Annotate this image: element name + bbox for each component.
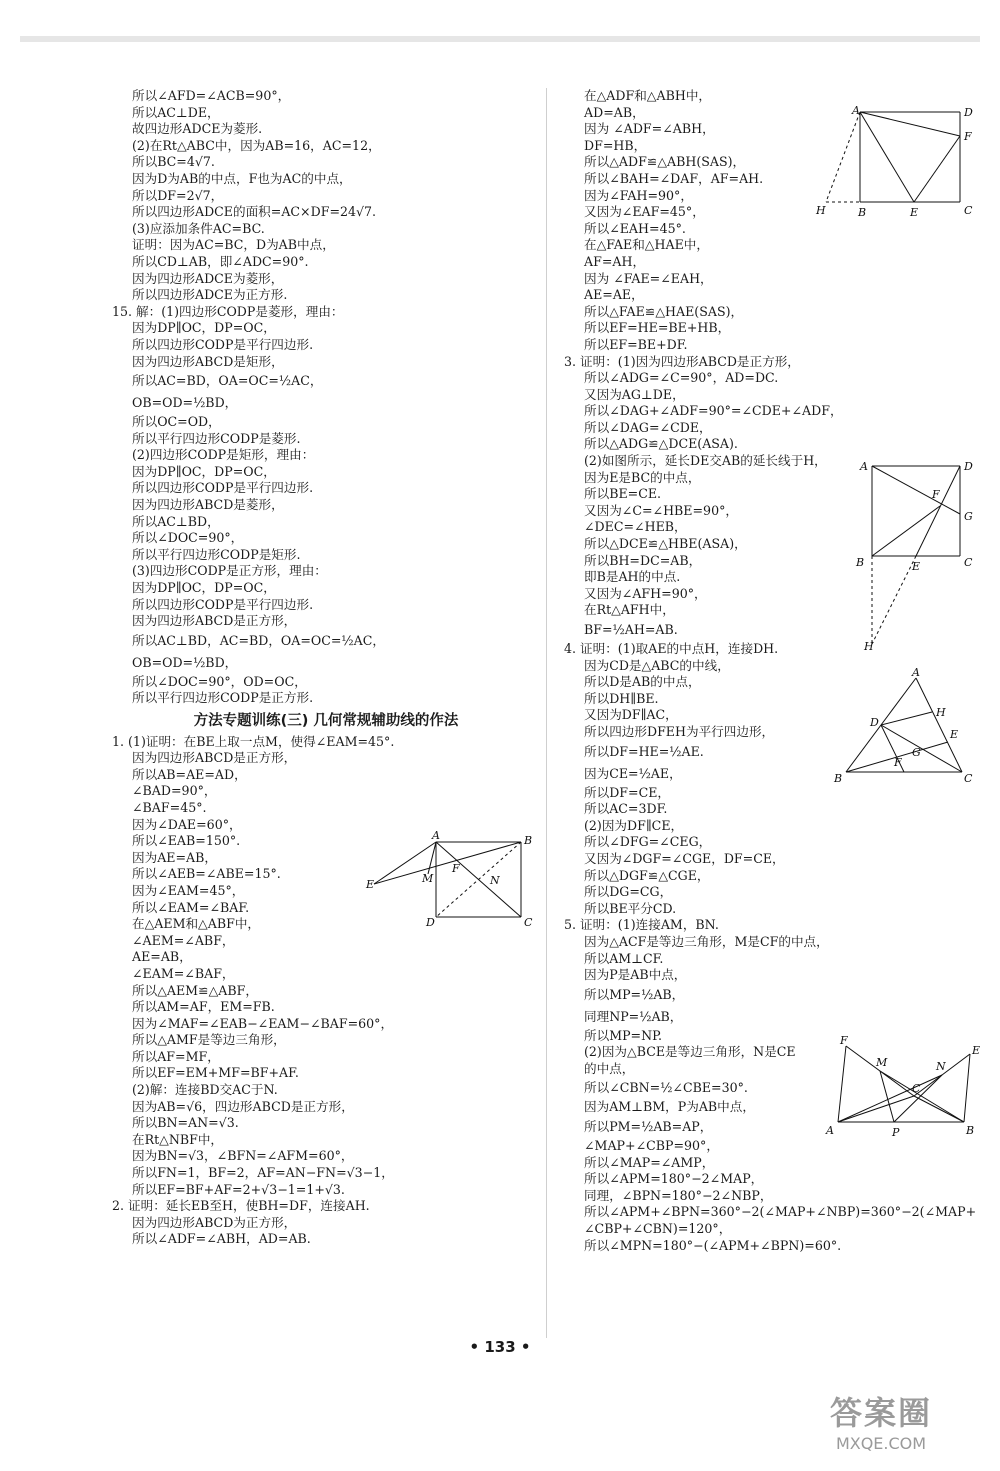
left-text-line: 所以四边形ADCE为正方形. [132,287,288,303]
figure-problem-2 [814,104,984,220]
left-text-line: 因为四边形ABCD是正方形， [132,750,297,766]
svg-text:A: A [432,829,440,842]
svg-text:A: A [826,1124,834,1137]
figure-problem-1 [366,829,536,936]
right-text-line: 因为AM⊥BM，P为AB中点， [584,1099,755,1115]
right-text-line: 因为CD是△ABC的中线， [584,657,730,673]
left-text-line: (2)四边形CODP是矩形，理由： [132,447,315,463]
left-text-line: 所以BC=4√7. [132,154,215,170]
right-text-line: 同理NP=½AB， [584,1008,683,1024]
left-text-line: 在Rt△NBF中， [132,1131,224,1147]
right-text-line: 所以∠MPN=180°−(∠APM+∠BPN)=60°. [584,1237,842,1253]
svg-text:D: D [964,106,973,119]
svg-text:H: H [816,204,826,217]
left-text-line: (2)在Rt△ABC中，因为AB=16，AC=12， [132,137,381,153]
left-text-line: 所以AC⊥DE， [132,104,220,120]
svg-text:E: E [972,1044,981,1057]
svg-text:E: E [950,728,959,741]
svg-text:C: C [964,772,973,785]
right-text-line: 因为∠FAH=90°， [584,187,693,203]
right-text-line: 所以MP=NP. [584,1027,663,1043]
svg-text:H: H [864,640,874,653]
column-divider [546,88,547,1338]
right-text-line: 的中点， [584,1060,635,1076]
svg-text:N: N [490,874,500,887]
right-text-line: (2)因为DF∥CE， [584,817,684,833]
left-text-line: 所以∠ADF=∠ABH，AD=AB. [132,1231,311,1247]
right-text-line: 即B是AH的中点. [584,569,681,585]
right-text-line: 在△FAE和△HAE中， [584,237,709,253]
right-text-line: 所以△DCE≌△HBE(ASA)， [584,536,747,552]
svg-text:E: E [910,206,919,219]
svg-text:C: C [912,1082,921,1095]
left-text-line: 2. 证明：延长EB至H，使BH=DF，连接AH. [112,1198,370,1214]
right-text-line: AD=AB， [584,104,645,120]
left-text-line: 因为四边形ABCD是矩形， [132,353,284,369]
left-text-line: 因为DP∥OC，DP=OC， [132,320,276,336]
left-text-line: 所以四边形ADCE的面积=AC×DF=24√7. [132,204,377,220]
right-text-line: ∠DEC=∠HEB， [584,519,687,535]
right-text-line: 所以∠CBN=½∠CBE=30°. [584,1080,748,1096]
left-text-line: 因为∠DAE=60°， [132,816,242,832]
right-text-line: 在Rt△AFH中， [584,602,675,618]
left-text-line: 因为AE=AB， [132,849,217,865]
watermark-sub: MXQE.COM [835,1434,927,1453]
left-text-line: 所以AB=AE=AD， [132,766,247,782]
left-text-line: AE=AB， [132,949,192,965]
left-text-line: 因为DP∥OC，DP=OC， [132,463,276,479]
page-number: • 133 • [469,1338,531,1356]
right-text-line: 所以△FAE≌△HAE(SAS)， [584,303,744,319]
right-text-line: 又因为DF∥AC， [584,707,678,723]
left-text-line: 所以∠DOC=90°，OD=OC， [132,673,307,689]
right-text-line: 所以AC=3DF. [584,801,668,817]
right-text-line: 所以PM=½AB=AP， [584,1119,713,1135]
left-text-line: 所以∠AEB=∠ABE=15°. [132,866,281,882]
svg-text:B: B [834,772,843,785]
svg-text:A: A [852,104,860,117]
left-text-line: 故四边形ADCE为菱形. [132,121,263,137]
left-text-line: 因为DP∥OC，DP=OC， [132,580,276,596]
right-text-line: 所以∠EAH=45°. [584,220,686,236]
top-scan-band [20,36,980,42]
left-text-line: 因为BN=√3，∠BFN=∠AFM=60°， [132,1148,354,1164]
left-text-line: 所以AC⊥BD，AC=BD，OA=OC=½AC， [132,632,385,648]
svg-text:D: D [964,460,973,473]
figure-problem-4 [832,666,980,796]
svg-text:H: H [936,706,946,719]
right-text-line: 所以DF=HE=½AE. [584,743,704,759]
right-text-line: 所以∠MAP=∠AMP， [584,1154,715,1170]
svg-text:B: B [858,206,867,219]
left-text-line: 所以∠DOC=90°， [132,530,244,546]
left-text-line: 因为四边形ABCD为正方形， [132,1214,297,1230]
left-text-line: 所以平行四边形CODP是菱形. [132,430,301,446]
left-text-line: OB=OD=½BD， [132,395,238,411]
left-text-line: 所以DF=2√7， [132,187,224,203]
svg-text:M: M [422,872,434,885]
left-text-line: 所以四边形CODP是平行四边形. [132,596,314,612]
section-title: 方法专题训练(三) 几何常规辅助线的作法 [193,713,459,729]
right-text-line: ∠MAP+∠CBP=90°， [584,1138,719,1154]
right-text-line: 所以MP=½AB， [584,986,685,1002]
svg-text:E: E [366,878,375,891]
svg-text:B: B [856,556,865,569]
left-text-line: 所以四边形CODP是平行四边形. [132,480,314,496]
left-text-line: ∠BAD=90°， [132,783,217,799]
right-text-line: 又因为∠DGF=∠CGE，DF=CE， [584,850,785,866]
right-text-line: 所以DH∥BE. [584,690,659,706]
svg-text:A: A [860,460,868,473]
left-text-line: 在△AEM和△ABF中， [132,916,261,932]
right-text-line: 所以BE平分CD. [584,900,677,916]
left-text-line: 因为AB=√6，四边形ABCD是正方形， [132,1098,354,1114]
right-text-line: 因为 ∠FAE=∠EAH， [584,270,713,286]
right-text-line: 所以△ADF≌△ABH(SAS)， [584,154,746,170]
right-text-line: 所以∠BAH=∠DAF，AF=AH. [584,170,764,186]
left-text-line: 因为D为AB的中点，F也为AC的中点， [132,170,352,186]
svg-text:B: B [524,834,533,847]
left-text-line: 所以AC⊥BD， [132,513,220,529]
right-text-line: 在△ADF和△ABH中， [584,88,712,103]
figure-problem-5 [824,1034,984,1144]
right-text-line: AF=AH， [584,253,646,269]
left-text-line: 所以AM=AF，EM=FB. [132,999,275,1015]
left-text-line: (2)解：连接BD交AC于N. [132,1082,278,1098]
svg-text:G: G [912,746,921,759]
right-text-line: 因为P是AB中点， [584,967,687,983]
right-text-line: 所以∠DFG=∠CEG， [584,834,712,850]
right-text-line: 所以△DGF≌△CGE， [584,867,710,883]
right-text-line: 因为 ∠ADF=∠ABH， [584,121,715,137]
left-text-line: 所以∠EAM=∠BAF. [132,899,250,915]
svg-text:F: F [932,488,940,501]
left-text-line: 1. (1)证明：在BE上取一点M，使得∠EAM=45°. [112,733,395,749]
right-text-line: 3. 证明：(1)因为四边形ABCD是正方形， [564,353,800,369]
svg-text:N: N [936,1060,946,1073]
left-text-line: 所以∠AFD=∠ACB=90°， [132,88,291,103]
right-text-line: BF=½AH=AB. [584,622,678,637]
right-text-line: 所以EF=HE=BE+HB， [584,320,731,336]
left-text-line: 15. 解：(1)四边形CODP是菱形，理由： [112,303,344,319]
svg-text:D: D [426,916,435,929]
svg-text:C: C [964,556,973,569]
left-text-line: 所以平行四边形CODP是矩形. [132,546,301,562]
left-text-line: 所以△AMF是等边三角形， [132,1032,286,1048]
right-text-line: 所以∠DAG+∠ADF=90°=∠CDE+∠ADF， [584,403,843,419]
right-text-line: 又因为∠C=∠HBE=90°， [584,502,738,518]
svg-text:C: C [524,916,533,929]
svg-text:F: F [840,1034,848,1047]
svg-text:P: P [892,1126,900,1139]
svg-text:C: C [964,204,973,217]
left-text-line: 因为四边形ADCE为菱形， [132,270,284,286]
right-text-line: (2)因为△BCE是等边三角形，N是CE [584,1044,796,1060]
left-text-line: 因为四边形ABCD是菱形， [132,497,284,513]
right-text-line: 所以EF=BE+DF. [584,336,688,352]
right-text-line: 又因为∠AFH=90°， [584,585,707,601]
svg-text:B: B [966,1124,975,1137]
right-text-line: 5. 证明：(1)连接AM，BN. [564,917,719,933]
right-text-line: ∠CBP+∠CBN)=120°， [584,1221,732,1237]
right-text-line: 所以∠ADG=∠C=90°，AD=DC. [584,370,779,386]
left-text-line: 所以四边形CODP是平行四边形. [132,336,314,352]
svg-text:F: F [964,130,972,143]
right-text-line: 同理，∠BPN=180°−2∠NBP， [584,1187,773,1203]
left-text-line: 所以CD⊥AB，即∠ADC=90°. [132,253,309,269]
left-text-line: ∠AEM=∠ABF， [132,932,235,948]
left-text-line: 所以平行四边形CODP是正方形. [132,690,314,706]
left-text-line: 所以∠EAB=150°. [132,833,241,849]
right-text-line: 所以∠APM=180°−2∠MAP， [584,1171,764,1187]
watermark-main: 答案圈 [830,1394,933,1432]
right-text-line: 4. 证明：(1)取AE的中点H，连接DH. [564,641,779,656]
right-text-line: 所以∠DAG=∠CDE， [584,419,712,435]
right-text-line: 又因为∠EAF=45°， [584,204,705,220]
left-text-line: 所以AC=BD，OA=OC=½AC， [132,373,323,389]
right-text-line: 因为E是BC的中点， [584,469,701,485]
left-text-line: (3)应添加条件AC=BC. [132,220,265,236]
left-text-line: ∠EAM=∠BAF， [132,965,235,981]
right-text-line: 所以BH=DC=AB， [584,552,702,568]
left-text-line: 所以OC=OD， [132,414,221,430]
right-text-line: 所以BE=CE. [584,486,662,502]
right-text-line: 所以AM⊥CF. [584,950,664,966]
right-text-line: 所以DF=CE， [584,784,670,800]
figure-problem-3 [852,458,982,658]
right-text-line: 所以四边形DFEH为平行四边形， [584,723,775,739]
left-text-line: 所以EF=EM+MF=BF+AF. [132,1065,299,1081]
svg-text:G: G [964,510,973,523]
right-text-line: 因为CE=½AE， [584,765,682,781]
right-text-line: 又因为AG⊥DE， [584,386,685,402]
right-text-line: 因为△ACF是等边三角形，M是CF的中点， [584,933,829,949]
left-text-line: 所以BN=AN=√3. [132,1115,239,1131]
svg-text:M: M [876,1056,888,1069]
svg-text:A: A [912,666,920,679]
left-text-line: 所以AF=MF， [132,1048,220,1064]
left-text-line: 因为∠MAF=∠EAB−∠EAM−∠BAF=60°， [132,1015,394,1031]
svg-text:F: F [894,756,902,769]
right-text-line: (2)如图所示，延长DE交AB的延长线于H， [584,453,827,469]
left-text-line: 因为四边形ABCD是正方形， [132,613,297,629]
svg-text:D: D [870,716,879,729]
right-text-line: 所以D是AB的中点， [584,674,701,690]
left-text-line: OB=OD=½BD， [132,654,238,670]
svg-text:E: E [912,560,921,573]
left-text-line: 所以FN=1，BF=2，AF=AN−FN=√3−1， [132,1165,394,1181]
svg-text:F: F [452,862,460,875]
left-text-line: ∠BAF=45°. [132,799,207,815]
left-text-line: 所以△AEM≌△ABF， [132,982,258,998]
right-text-line: 所以△ADG≌△DCE(ASA). [584,436,738,452]
left-text-line: 所以EF=BF+AF=2+√3−1=1+√3. [132,1181,345,1197]
right-text-line: 所以DG=CG， [584,884,673,900]
left-column [112,88,540,1248]
left-text-line: 因为∠EAM=45°， [132,882,245,898]
right-text-line: DF=HB， [584,137,647,153]
right-text-line: 所以∠APM+∠BPN=360°−2(∠MAP+∠NBP)=360°−2(∠MAP+ [584,1204,977,1220]
right-text-line: AE=AE， [584,287,644,303]
left-text-line: 证明：因为AC=BC，D为AB中点， [132,237,335,253]
watermark-logo [830,1388,932,1453]
left-text-line: (3)四边形CODP是正方形，理由： [132,563,327,579]
